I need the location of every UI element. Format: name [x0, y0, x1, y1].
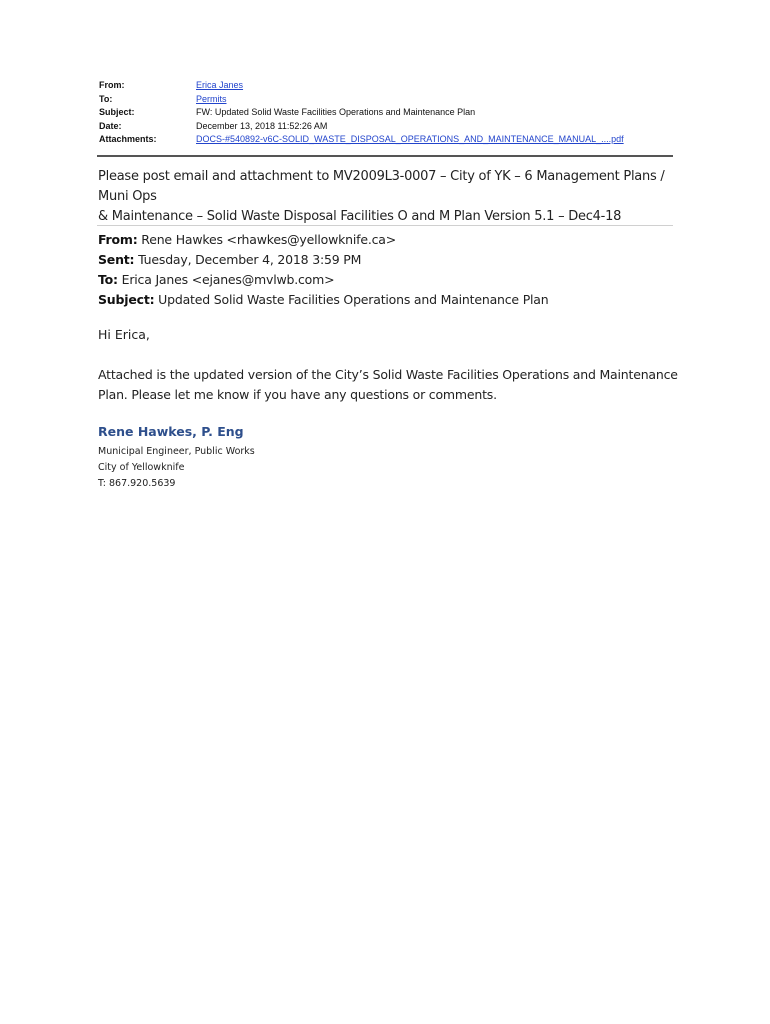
header-subject-value: FW: Updated Solid Waste Facilities Operations and Maintenance Plan — [196, 107, 476, 117]
message-body — [98, 365, 678, 405]
body-line-1: Attached is the updated version of the City’s Solid Waste Facilities Operations and Maintenance — [98, 367, 678, 382]
intro-line-1: Please post email and attachment to MV2009L3-0007 – City of YK – 6 Management Plans / Muni Ops — [98, 169, 665, 204]
forwarded-header — [98, 230, 548, 310]
body-line-2: Plan. Please let me know if you have any questions or comments. — [98, 387, 497, 402]
signature-title: Municipal Engineer, Public Works — [98, 446, 255, 457]
forwarded-sent-value: Tuesday, December 4, 2018 3:59 PM — [134, 252, 362, 267]
intro-paragraph — [98, 167, 678, 227]
forwarded-from-row — [98, 230, 548, 250]
signature-name: Rene Hawkes, P. Eng — [98, 424, 244, 439]
header-from-row — [99, 79, 679, 93]
signature-block — [98, 444, 255, 492]
header-subject-row — [99, 106, 679, 120]
header-subject-label: Subject: — [99, 107, 135, 117]
header-to-label: To: — [99, 93, 113, 104]
forwarded-subject-label: Subject: — [98, 292, 155, 307]
forwarded-sent-row — [98, 250, 548, 270]
header-date-label: Date: — [99, 120, 122, 131]
greeting: Hi Erica, — [98, 327, 150, 342]
forwarded-to-label: To: — [98, 272, 118, 287]
forwarded-from-label: From: — [98, 232, 138, 247]
header-from-link[interactable]: Erica Janes — [196, 80, 244, 90]
forwarded-from-value: Rene Hawkes <rhawkes@yellowknife.ca> — [137, 232, 397, 247]
forward-divider — [97, 225, 673, 226]
intro-line-2: & Maintenance – Solid Waste Disposal Facilities O and M Plan Version 5.1 – Dec4-18 — [98, 209, 622, 224]
signature-phone: T: 867.920.5639 — [98, 478, 176, 489]
header-date-value: December 13, 2018 11:52:26 AM — [196, 120, 328, 131]
header-divider — [97, 155, 673, 157]
email-header — [99, 79, 679, 147]
header-to-link[interactable]: Permits — [196, 93, 227, 104]
forwarded-sent-label: Sent: — [98, 252, 135, 267]
header-to-row — [99, 93, 679, 107]
forwarded-to-value: Erica Janes <ejanes@mvlwb.com> — [117, 272, 335, 287]
signature-org: City of Yellowknife — [98, 462, 185, 473]
header-attachments-label: Attachments: — [99, 134, 157, 144]
header-from-label: From: — [99, 80, 125, 90]
forwarded-subject-row — [98, 290, 548, 310]
header-attachments-row — [99, 133, 679, 147]
header-date-row — [99, 120, 679, 134]
forwarded-to-row — [98, 270, 548, 290]
forwarded-subject-value: Updated Solid Waste Facilities Operations and Maintenance Plan — [154, 292, 549, 307]
attachment-link[interactable]: DOCS-#540892-v6C-SOLID_WASTE_DISPOSAL_OPERATIONS_AND_MAINTENANCE_MANUAL_....pdf — [196, 134, 624, 144]
